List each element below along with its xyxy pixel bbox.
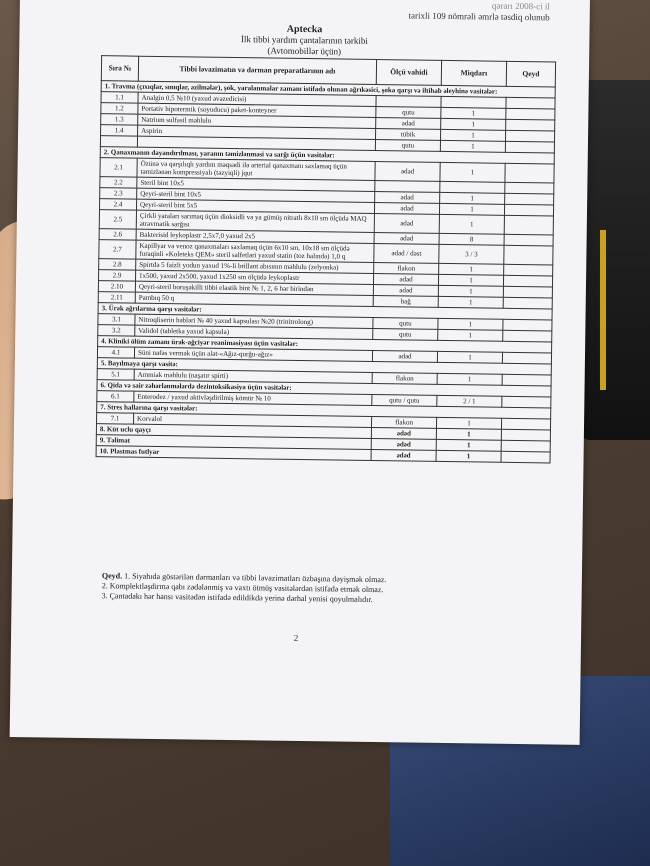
unit-cell: ədəd [372,350,437,362]
order-approval-note [408,0,550,23]
item-number-cell: 2.10 [98,281,135,293]
item-name-cell: Aspirin [138,125,376,139]
chair-background [580,80,650,440]
qty-cell: 1 [441,107,506,119]
section-title-cell: 5. Bayılmaya qarşı vasitə: [97,358,551,375]
note-cell [504,245,553,265]
unit-cell: ədəd [373,284,438,296]
item-name-cell: Portativ hipotermik (soyuducu) paket-konteyner [138,103,376,117]
unit-cell: tübik [376,128,441,140]
item-number-cell: 2.9 [99,270,136,282]
col-note-header: Qeyd [506,61,555,87]
note-cell [501,440,550,452]
item-name-cell: Qeyri-steril boruşəkilli tibbi elastik bint № 1, 2, 6 hər birindən [135,281,373,295]
qty-cell: 1 [438,285,503,297]
item-name-cell: Steril bint 10x5 [137,177,375,191]
item-number-cell: 2.5 [99,210,136,230]
qty-cell: 1 [439,203,504,215]
item-name-cell: Validol (tabletka yaxud kapsula) [135,325,373,339]
qty-cell [440,181,505,193]
section-title-cell: 7. Stres hallarına qarşı vasitələr: [97,402,551,419]
note-1: 1. Siyahıda göstərilən dərmanları və tibbi ləvazimatları özbaşına dəyişmək olmaz. [124,571,387,585]
note-cell [505,163,554,183]
notes-label: Qeyd. [101,571,123,581]
order-line-1: qərarı 2008-ci il [491,0,550,12]
note-cell [504,204,553,216]
section-title-cell: 2. Qanaxmanın dayandırılması, yaranın təmizlənməsi və sarğı üçün vasitələr: [100,147,554,164]
note-cell [501,451,550,463]
unit-cell: ədəd [375,161,440,181]
section-title-cell: 3. Ürək ağrılarına qarşı vasitələr: [98,303,552,320]
item-number-cell: 1.2 [101,103,138,115]
title-line-3: (Avtomobillər üçün) [267,45,342,57]
unit-cell: bağ [373,295,438,307]
col-no-header: Sıra № [101,56,138,82]
section-title-cell: 10. Plastmas futlyar [96,446,371,461]
item-name-cell: Qeyri-steril bint 10x5 [137,188,375,202]
title-line-2: İlk tibbi yardım çantalarının tərkibi [240,34,368,46]
item-name-cell: Kapillyar və venoz qanaxmaları saxlamaq üçün 6x10 sm, 10x18 sm ölçüdə furaqinli «Koleteks QEM» steril salfetləri yaxud statin (toz halında) 1,0 q [136,240,374,262]
unit-cell: ədəd [371,438,436,450]
qty-cell: 1 [437,373,502,385]
item-name-cell: Özünə və qarşılıqlı yardım məqsədi ilə arterial qanaxmanı saxlamaq üçün təmizlənən kompressiyalı (təzyiqli) jqut [137,158,375,180]
note-cell [506,97,555,109]
item-number-cell: 7.1 [97,413,134,425]
note-cell [506,119,555,131]
qty-cell: 1 [436,450,501,462]
note-cell [504,264,553,276]
qty-cell: 1 [440,162,505,182]
unit-cell: ədəd [371,427,436,439]
note-cell [502,396,551,408]
section-title-cell: 8. Küt uclu qayçı [96,424,371,439]
document-page [10,0,590,745]
qty-cell: 1 [436,439,501,451]
qty-cell: 1 [441,118,506,130]
item-number-cell [100,136,137,148]
item-name-cell: Bakterisid leykoplastr 2,5x7,0 yaxud 2x5 [136,229,374,243]
item-number-cell: 1.3 [101,114,138,126]
note-cell [501,429,550,441]
item-name-cell: Korvalol [134,413,372,427]
item-number-cell: 2.1 [100,158,137,178]
unit-cell [375,180,440,192]
section-title-cell: 1. Travma (çıxıqlar, sınıqlar, əzilmələr), şok, yaralanmalar zamanı istifadə olunan ağrıkəsici, şoka qarşı və iltihab əleyhinə vasitələr: [101,81,555,98]
unit-cell: qutu [375,139,440,151]
note-cell [501,418,550,430]
item-number-cell: 2.8 [99,259,136,271]
qty-cell: 1 [438,318,503,330]
note-cell [505,141,554,153]
item-number-cell: 3.2 [98,325,135,337]
note-cell [503,319,552,331]
qty-cell: 1 [438,274,503,286]
note-cell [503,297,552,309]
qty-cell: 1 [438,296,503,308]
item-name-cell: Ammiak məhlulu (naşatır spirti) [134,369,372,383]
qty-cell: 1 [438,329,503,341]
unit-cell: flakon [374,262,439,274]
note-cell [505,193,554,205]
unit-cell: ədəd [374,202,439,214]
unit-cell [376,96,441,108]
item-name-cell: Analgin 0,5 №10 (yaxud əvəzedicisi) [138,92,376,106]
title-line-1: Aptecka [286,23,323,36]
qty-cell: 2 / 1 [437,395,502,407]
order-line-2: tarixli 109 nömrəli əmrlə təsdiq olunub [408,10,550,23]
unit-cell: flakon [372,372,437,384]
item-name-cell: Spirtdə 5 faizli yodun yaxud 1%-li brillant abısının məhlulu (zelyonka) [136,259,374,273]
unit-cell: ədəd [371,449,436,461]
qty-cell: 1 [439,263,504,275]
qty-cell: 1 [436,428,501,440]
item-number-cell: 1.1 [101,92,138,104]
first-aid-kit-table [96,55,557,463]
item-number-cell: 1.4 [101,125,138,137]
unit-cell: ədəd [373,273,438,285]
item-number-cell: 6.1 [97,391,134,403]
col-unit-header: Ölçü vahidi [376,60,441,86]
item-name-cell: Süni nəfəs vermək üçün alət-«Ağız-qurğu-ağız» [134,347,372,361]
note-cell [502,352,551,364]
notes-block [102,571,387,605]
qty-cell [441,96,506,108]
unit-cell: flakon [371,416,436,428]
item-number-cell: 3.1 [98,314,135,326]
item-name-cell: Enterodez / yaxud aktivləşdirilmiş kömür № 10 [134,391,372,405]
unit-cell: qutu / qutu [372,394,437,406]
item-number-cell: 2.6 [99,229,136,241]
note-cell [504,234,553,246]
unit-cell: qutu [376,107,441,119]
qty-cell: 1 [436,417,501,429]
item-name-cell: Çirkli yaraları sarımaq üçün dioksidli və ya gümüş nitratlı 8x10 sm ölçüdə MAQ atravmatik sarğısı [136,210,374,232]
qty-cell: 1 [440,140,505,152]
item-name-cell: Qeyri-steril bint 5x5 [136,199,374,213]
col-name-header: Tibbi ləvazimatın və dərman preparatlarının adı [138,56,376,84]
item-number-cell: 2.7 [99,240,136,260]
item-number-cell: 2.3 [100,188,137,200]
item-number-cell: 5.1 [97,369,134,381]
unit-cell: qutu [373,328,438,340]
note-cell [502,374,551,386]
qty-cell: 1 [439,214,504,234]
qty-cell: 1 [440,129,505,141]
unit-cell: ədəd / dəst [374,243,439,263]
item-name-cell: Nitroqliserin həbləri № 40 yaxud kapsulası №20 (trinitrolong) [135,314,373,328]
col-qty-header: Miqdarı [441,60,506,86]
qty-cell: 1 [437,351,502,363]
note-3: 3. Çantadakı hər hansı vasitədən istifadə edildikdə yerinə dərhal yenisi qoyulmalıdır. [101,591,373,605]
unit-cell: ədəd [375,191,440,203]
section-title-cell: 4. Kliniki ölüm zamanı ürək-ağciyər reanimasiyası üçün vasitələr: [98,336,552,353]
qty-cell: 1 [440,192,505,204]
item-name-cell: Natrium sulfasil məhlulu [138,114,376,128]
note-2: 2. Komplektləşdirmə qabı zədələnmiş və vaxtı ötmüş vasitələrdən istifadə etmək olmaz. [101,581,384,595]
item-number-cell: 2.4 [99,199,136,211]
item-name-cell: Pambıq 50 q [135,292,373,306]
qty-cell: 8 [439,233,504,245]
item-number-cell: 2.2 [100,177,137,189]
item-number-cell: 4.1 [97,347,134,359]
section-title-cell: 9. Təlimat [96,435,371,450]
unit-cell: ədəd [374,232,439,244]
note-cell [503,330,552,342]
note-cell [503,275,552,287]
note-cell [503,286,552,298]
qty-cell: 3 / 3 [439,244,504,264]
note-cell [505,130,554,142]
unit-cell: ədəd [374,213,439,233]
item-name-cell: 1x500, yaxud 2x500, yaxud 1x250 sm ölçüdə leykoplastr [136,270,374,284]
section-title-cell: 6. Qida və sair zəhərlənmələrdə dezintoksikasiya üçün vasitələr: [97,380,551,397]
note-cell [504,215,553,235]
unit-cell: ədəd [376,118,441,130]
note-cell [506,108,555,120]
note-cell [505,182,554,194]
unit-cell: qutu [373,317,438,329]
page-number: 2 [293,632,299,643]
item-number-cell: 2.11 [98,292,135,304]
